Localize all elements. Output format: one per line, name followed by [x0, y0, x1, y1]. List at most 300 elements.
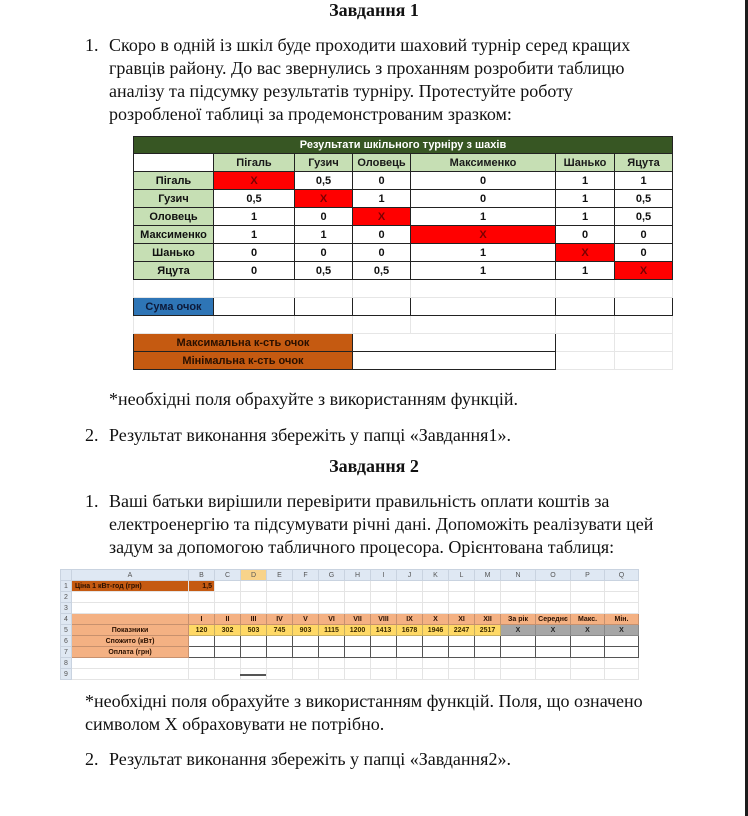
electricity-spreadsheet [60, 569, 639, 680]
task2-item1-line: задум за допомогою табличного процесора. Орієнтована таблиця: [109, 537, 615, 557]
score-cell: 1 [556, 262, 615, 280]
cell[interactable] [293, 669, 319, 680]
table-row [134, 244, 673, 262]
cell[interactable] [475, 658, 501, 669]
score-cell: 0 [295, 208, 353, 226]
price-label-cell[interactable]: Ціна 1 кВт-год (грн) [72, 581, 189, 592]
cell[interactable] [345, 658, 371, 669]
sheet-row-payment [61, 647, 639, 658]
column-header: Шанько [556, 154, 615, 172]
summary-x-cell[interactable]: X [571, 625, 605, 636]
cell[interactable] [293, 603, 319, 614]
row-number[interactable]: 5 [61, 625, 72, 636]
task2-item2-number: 2. [85, 749, 99, 769]
cell[interactable] [345, 603, 371, 614]
score-cell: 0,5 [214, 190, 295, 208]
column-header[interactable]: I [371, 570, 397, 581]
task2-note-line: символом Х обраховувати не потрібно. [85, 714, 385, 734]
sum-cell[interactable] [615, 298, 673, 316]
cell[interactable] [215, 603, 241, 614]
cell[interactable] [371, 581, 397, 592]
cell[interactable] [536, 636, 571, 647]
task1-item2 [85, 424, 511, 447]
cell[interactable] [571, 658, 605, 669]
cross-cell: X [295, 190, 353, 208]
score-cell: 0,5 [615, 208, 673, 226]
cross-cell: X [556, 244, 615, 262]
cell[interactable] [215, 581, 241, 592]
reading-cell[interactable]: 503 [241, 625, 267, 636]
max-row [134, 334, 673, 352]
task2-note-line: *необхідні поля обрахуйте з використанням функцій. Поля, що означено [85, 691, 643, 711]
reading-cell[interactable]: 1413 [371, 625, 397, 636]
score-cell: 0,5 [295, 172, 353, 190]
column-header: Максименко [411, 154, 556, 172]
cell[interactable] [319, 669, 345, 680]
cell[interactable] [449, 669, 475, 680]
column-header[interactable]: N [501, 570, 536, 581]
column-header-row [61, 570, 639, 581]
column-header: Яцута [615, 154, 673, 172]
spacer-cell [214, 280, 295, 298]
task2-item1-line: Ваші батьки вирішили перевірити правильність оплати коштів за [109, 491, 610, 511]
spacer-cell [353, 316, 411, 334]
row-number[interactable]: 6 [61, 636, 72, 647]
reading-cell[interactable]: 2517 [475, 625, 501, 636]
cell[interactable] [345, 636, 371, 647]
cell[interactable] [72, 669, 189, 680]
cell[interactable] [571, 581, 605, 592]
score-cell: 1 [214, 226, 295, 244]
reading-cell[interactable]: 120 [189, 625, 215, 636]
cell[interactable] [72, 614, 189, 625]
table-row [134, 172, 673, 190]
cell[interactable] [371, 592, 397, 603]
spacer-cell [556, 280, 615, 298]
cell[interactable] [605, 581, 639, 592]
score-cell: 1 [353, 190, 411, 208]
row-header: Шанько [134, 244, 214, 262]
cell[interactable] [215, 658, 241, 669]
spacer-cell [134, 316, 214, 334]
cell[interactable] [605, 636, 639, 647]
score-cell: 0 [295, 244, 353, 262]
column-header[interactable]: K [423, 570, 449, 581]
min-points-cell[interactable] [353, 352, 556, 370]
cell[interactable] [371, 636, 397, 647]
month-header[interactable]: I [189, 614, 215, 625]
cell[interactable] [319, 603, 345, 614]
score-cell: 0 [615, 226, 673, 244]
reading-cell[interactable]: 1678 [397, 625, 423, 636]
sum-cell[interactable] [295, 298, 353, 316]
cell[interactable] [536, 592, 571, 603]
summary-header[interactable]: Середнє [536, 614, 571, 625]
cell[interactable] [475, 636, 501, 647]
cell[interactable] [215, 636, 241, 647]
column-header: Гузич [295, 154, 353, 172]
cell[interactable] [371, 658, 397, 669]
cell[interactable] [571, 636, 605, 647]
max-points-label: Максимальна к-сть очок [134, 334, 353, 352]
column-header[interactable]: C [215, 570, 241, 581]
cell[interactable] [241, 658, 267, 669]
cell[interactable] [345, 647, 371, 658]
sum-cell[interactable] [353, 298, 411, 316]
reading-cell[interactable]: 1115 [319, 625, 345, 636]
cell[interactable] [241, 647, 267, 658]
cell[interactable] [475, 647, 501, 658]
score-cell: 0 [615, 244, 673, 262]
row-number[interactable]: 1 [61, 581, 72, 592]
cell[interactable] [72, 603, 189, 614]
cell[interactable] [72, 658, 189, 669]
cell[interactable] [423, 658, 449, 669]
cell[interactable] [475, 581, 501, 592]
column-header[interactable]: A [72, 570, 189, 581]
column-header[interactable]: J [397, 570, 423, 581]
score-cell: 0 [556, 226, 615, 244]
summary-header[interactable]: За рік [501, 614, 536, 625]
cell[interactable] [215, 592, 241, 603]
spacer-cell [295, 280, 353, 298]
cell[interactable] [475, 603, 501, 614]
cell[interactable] [371, 603, 397, 614]
row-number[interactable]: 3 [61, 603, 72, 614]
column-header: Оловець [353, 154, 411, 172]
cell[interactable] [215, 669, 241, 680]
row-number[interactable]: 9 [61, 669, 72, 680]
cell[interactable] [267, 636, 293, 647]
select-all-corner[interactable] [61, 570, 72, 581]
cell[interactable] [319, 658, 345, 669]
cell[interactable] [501, 647, 536, 658]
cell[interactable] [267, 647, 293, 658]
spacer-cell [615, 316, 673, 334]
task1-item2-number: 2. [85, 425, 99, 445]
cell[interactable] [536, 669, 571, 680]
cell[interactable] [345, 669, 371, 680]
score-cell: 0 [214, 244, 295, 262]
sheet-row-consumed [61, 636, 639, 647]
spacer-cell [295, 316, 353, 334]
month-header[interactable]: IV [267, 614, 293, 625]
month-header[interactable]: VIII [371, 614, 397, 625]
max-points-cell[interactable] [353, 334, 556, 352]
row-number[interactable]: 2 [61, 592, 72, 603]
score-cell: 1 [214, 208, 295, 226]
month-header[interactable]: III [241, 614, 267, 625]
score-cell: 1 [411, 262, 556, 280]
task2-item1-number: 1. [85, 491, 99, 511]
cell[interactable] [319, 636, 345, 647]
task1-note: *необхідні поля обрахуйте з використанням функцій. [109, 389, 519, 409]
sheet-row [61, 658, 639, 669]
min-points-label: Мінімальна к-сть очок [134, 352, 353, 370]
score-cell: 1 [556, 208, 615, 226]
cell[interactable] [475, 592, 501, 603]
task1-item1-line: гравців району. До вас звернулись з проханням розробити таблицю [109, 58, 625, 78]
row-header: Пігаль [134, 172, 214, 190]
cell[interactable] [293, 647, 319, 658]
row-header: Оловець [134, 208, 214, 226]
row-header: Гузич [134, 190, 214, 208]
cell[interactable] [571, 669, 605, 680]
column-header[interactable]: O [536, 570, 571, 581]
task2-note [85, 690, 705, 736]
score-cell: 1 [295, 226, 353, 244]
month-header[interactable]: XI [449, 614, 475, 625]
reading-cell[interactable]: 1200 [345, 625, 371, 636]
cell[interactable] [501, 592, 536, 603]
cross-cell: X [214, 172, 295, 190]
task1-item1-line: розробленої таблиці за продемонстрованим зразком: [109, 104, 512, 124]
cell[interactable] [571, 592, 605, 603]
cell[interactable] [371, 669, 397, 680]
spacer-cell [556, 334, 615, 352]
score-cell: 0 [353, 226, 411, 244]
month-header[interactable]: VI [319, 614, 345, 625]
cell[interactable] [189, 647, 215, 658]
cell[interactable] [397, 669, 423, 680]
cell[interactable] [605, 592, 639, 603]
summary-header[interactable]: Макс. [571, 614, 605, 625]
cell[interactable] [571, 647, 605, 658]
row-number[interactable]: 4 [61, 614, 72, 625]
cell[interactable] [605, 669, 639, 680]
cell[interactable] [189, 669, 215, 680]
cell[interactable] [449, 658, 475, 669]
column-header[interactable]: G [319, 570, 345, 581]
cell[interactable] [571, 603, 605, 614]
score-cell: 0,5 [295, 262, 353, 280]
table-row [134, 190, 673, 208]
column-header[interactable]: P [571, 570, 605, 581]
score-cell: 1 [411, 244, 556, 262]
sheet-scroll-indicator [240, 674, 266, 676]
cell[interactable] [267, 603, 293, 614]
spacer-cell [556, 352, 615, 370]
column-header[interactable]: Q [605, 570, 639, 581]
cell[interactable] [501, 603, 536, 614]
cell[interactable] [423, 592, 449, 603]
cell[interactable] [605, 603, 639, 614]
cell[interactable] [397, 581, 423, 592]
cell[interactable] [397, 647, 423, 658]
cell[interactable] [345, 581, 371, 592]
cell[interactable] [397, 592, 423, 603]
cell[interactable] [536, 603, 571, 614]
score-cell: 0,5 [615, 190, 673, 208]
consumed-label[interactable]: Спожито (кВт) [72, 636, 189, 647]
cell[interactable] [189, 658, 215, 669]
task1-item1-line: аналізу та підсумку результатів турніру. Протестуйте роботу [109, 81, 573, 101]
row-number[interactable]: 8 [61, 658, 72, 669]
task1-heading: Завдання 1 [329, 0, 419, 20]
spacer-cell [615, 280, 673, 298]
readings-label[interactable]: Показники [72, 625, 189, 636]
task2-item2-text: Результат виконання збережіть у папці «Завдання2». [109, 749, 511, 769]
column-header[interactable]: H [345, 570, 371, 581]
table-row [134, 262, 673, 280]
spacer-cell [411, 280, 556, 298]
score-cell: 0,5 [353, 262, 411, 280]
score-cell: 1 [556, 190, 615, 208]
cell[interactable] [536, 581, 571, 592]
spacer-cell [214, 316, 295, 334]
month-header[interactable]: XII [475, 614, 501, 625]
task2-heading: Завдання 2 [329, 456, 419, 476]
task1-item1-number: 1. [85, 35, 99, 55]
cell[interactable] [319, 592, 345, 603]
cell[interactable] [267, 658, 293, 669]
cell[interactable] [267, 669, 293, 680]
spacer-cell [134, 280, 214, 298]
sum-cell[interactable] [411, 298, 556, 316]
cell[interactable] [501, 669, 536, 680]
sheet-row [61, 669, 639, 680]
column-header[interactable]: M [475, 570, 501, 581]
month-header[interactable]: X [423, 614, 449, 625]
sheet-row-readings [61, 625, 639, 636]
cell[interactable] [241, 636, 267, 647]
cell[interactable] [423, 647, 449, 658]
summary-x-cell[interactable]: X [536, 625, 571, 636]
cell[interactable] [501, 581, 536, 592]
row-header: Максименко [134, 226, 214, 244]
cell[interactable] [536, 647, 571, 658]
score-cell: 0 [353, 244, 411, 262]
min-row [134, 352, 673, 370]
cell[interactable] [449, 592, 475, 603]
cell[interactable] [423, 669, 449, 680]
sheet-row-months [61, 614, 639, 625]
spacer-cell [615, 334, 673, 352]
table-row [134, 226, 673, 244]
month-header[interactable]: VII [345, 614, 371, 625]
sum-cell[interactable] [214, 298, 295, 316]
cell[interactable] [423, 581, 449, 592]
cell[interactable] [371, 647, 397, 658]
cell[interactable] [241, 581, 267, 592]
table-row [134, 208, 673, 226]
column-header-selected[interactable]: D [241, 570, 267, 581]
reading-cell[interactable]: 903 [293, 625, 319, 636]
cell[interactable] [536, 658, 571, 669]
cell[interactable] [189, 592, 215, 603]
cell[interactable] [267, 592, 293, 603]
price-value-cell[interactable]: 1,5 [189, 581, 215, 592]
column-header[interactable]: F [293, 570, 319, 581]
cell[interactable] [241, 592, 267, 603]
cell[interactable] [475, 669, 501, 680]
column-header[interactable]: B [189, 570, 215, 581]
task1-item1-line: Скоро в одній із шкіл буде проходити шаховий турнір серед кращих [109, 35, 631, 55]
cell[interactable] [449, 603, 475, 614]
cell[interactable] [72, 592, 189, 603]
cell[interactable] [397, 658, 423, 669]
score-cell: 1 [411, 208, 556, 226]
cross-cell: X [353, 208, 411, 226]
score-cell: 1 [615, 172, 673, 190]
reading-cell[interactable]: 1946 [423, 625, 449, 636]
task2-item1-line: електроенергію та підсумувати річні дані. Допоможіть реалізувати цей [109, 514, 654, 534]
summary-x-cell[interactable]: X [605, 625, 639, 636]
month-header[interactable]: IX [397, 614, 423, 625]
chess-results-table [133, 136, 673, 370]
score-cell: 0 [411, 172, 556, 190]
sheet-row [61, 592, 639, 603]
cell[interactable] [605, 647, 639, 658]
score-cell: 0 [353, 172, 411, 190]
summary-x-cell[interactable]: X [501, 625, 536, 636]
cell[interactable] [241, 603, 267, 614]
sheet-row [61, 581, 639, 592]
cell[interactable] [293, 592, 319, 603]
score-cell: 0 [411, 190, 556, 208]
cell[interactable] [319, 647, 345, 658]
cell[interactable] [423, 636, 449, 647]
cell[interactable] [449, 581, 475, 592]
cell[interactable] [293, 658, 319, 669]
row-header: Яцута [134, 262, 214, 280]
cell[interactable] [449, 647, 475, 658]
sum-row [134, 298, 673, 316]
cross-cell: X [411, 226, 556, 244]
cell[interactable] [345, 592, 371, 603]
task1-item2-text: Результат виконання збережіть у папці «Завдання1». [109, 425, 511, 445]
task2-item2 [85, 748, 511, 771]
reading-cell[interactable]: 302 [215, 625, 241, 636]
cross-cell: X [615, 262, 673, 280]
sum-cell[interactable] [556, 298, 615, 316]
spacer-cell [411, 316, 556, 334]
column-header[interactable]: E [267, 570, 293, 581]
score-cell: 0 [214, 262, 295, 280]
cell[interactable] [319, 581, 345, 592]
cell[interactable] [501, 636, 536, 647]
summary-header[interactable]: Мін. [605, 614, 639, 625]
reading-cell[interactable]: 745 [267, 625, 293, 636]
cell[interactable] [267, 581, 293, 592]
sum-label: Сума очок [134, 298, 214, 316]
chess-table-title: Результати шкільного турніру з шахів [134, 137, 673, 154]
cell[interactable] [501, 658, 536, 669]
sheet-row [61, 603, 639, 614]
payment-label[interactable]: Оплата (грн) [72, 647, 189, 658]
cell[interactable] [605, 658, 639, 669]
month-header[interactable]: II [215, 614, 241, 625]
cell[interactable] [397, 603, 423, 614]
column-header[interactable]: L [449, 570, 475, 581]
cell[interactable] [189, 636, 215, 647]
cell[interactable] [293, 636, 319, 647]
spacer-cell [556, 316, 615, 334]
cell[interactable] [397, 636, 423, 647]
cell[interactable] [293, 581, 319, 592]
row-number[interactable]: 7 [61, 647, 72, 658]
cell[interactable] [423, 603, 449, 614]
cell[interactable] [215, 647, 241, 658]
spacer-cell [615, 352, 673, 370]
spacer-cell [353, 280, 411, 298]
task1-item1 [85, 34, 709, 126]
reading-cell[interactable]: 2247 [449, 625, 475, 636]
column-header: Пігаль [214, 154, 295, 172]
cell[interactable] [189, 603, 215, 614]
cell[interactable] [449, 636, 475, 647]
month-header[interactable]: V [293, 614, 319, 625]
